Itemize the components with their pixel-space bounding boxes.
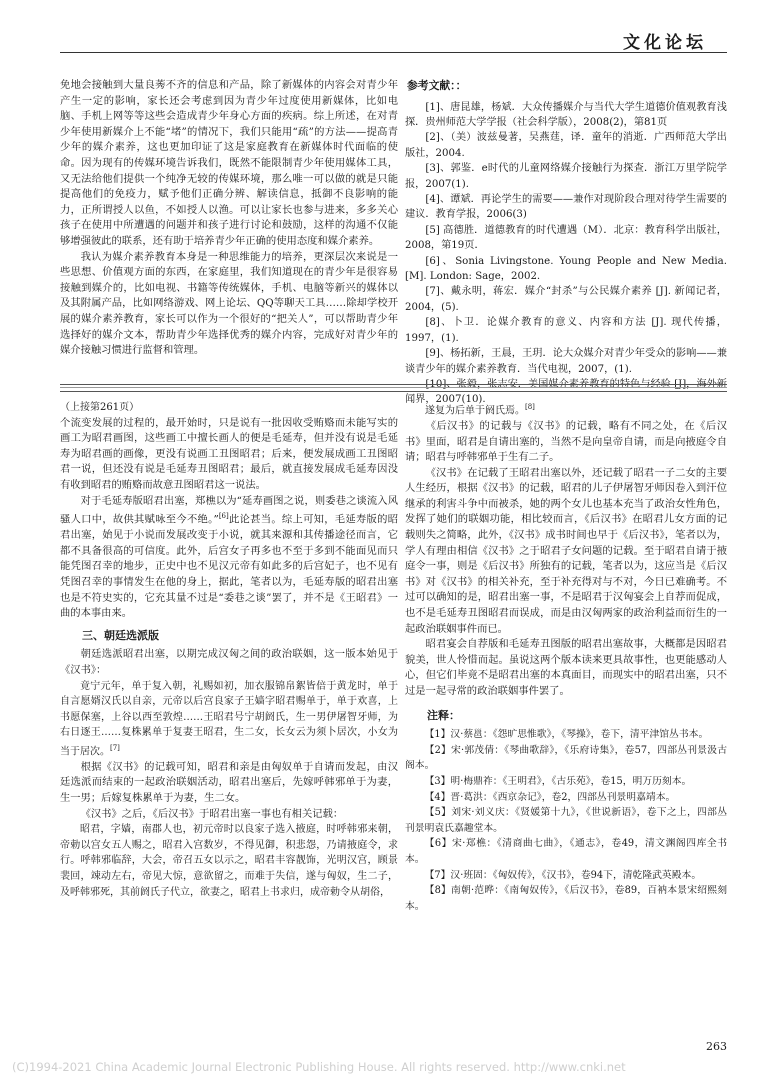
footnote-item: 【8】南朝·范晔：《南匈奴传》，《后汉书》，卷89，百衲本景宋绍熙刻本。 (405, 885, 727, 912)
reference-item: [3]、郭鉴．e时代的儿童网络媒介接触行为探查．浙江万里学院学报，2007(1). (405, 163, 727, 190)
reference-item: [6]、Sonia Livingstone. Young People and New Media.[M]. London: Sage，2002. (405, 255, 727, 283)
body-paragraph: 根据《汉书》的记载可知，昭君和亲是由匈奴单于自请而发起，由汉廷选派而结束的一起政治联姻活动，昭君出塞后，先嫁呼韩邪单于为妻，生一男；后嫁复株累单于为妻，生二女。 (60, 760, 398, 804)
top-left-column (60, 78, 398, 359)
body-paragraph: 《汉书》在记载了王昭君出塞以外，还记载了昭君一子二女的主要人生经历，根据《汉书》的记载，昭君的儿子伊屠智牙师因卷入到汗位继承的利害斗争中而被杀，她的两个女儿也基本充当了政治女性角色，发挥了她们的联姻功能，相比较而言，《后汉书》在昭君儿女方面的记载则失之简略，此外，《汉书》成书时间也早于《后汉书》，笔者以为，学人有理由相信《汉书》之于昭君子女问题的记载。至于昭君自请于掖庭令一事，则是《后汉书》所独有的记载，笔者以为，这应当是《后汉书》对《汉书》的相关补充，至于补充得对与不对，今日已难确考。不过可以确知的是，昭君出塞一事，不是昭君于汉匈宴会上自荐而促成，也不是毛延寿丑图昭君而误成，而是由汉匈两家的政治利益而衍生的一起政治联姻事件而已。 (405, 466, 727, 635)
reference-item: [7]、戴永明，蒋宏．媒介“封杀”与公民媒介素养 [J]. 新闻记者，2004，(5). (405, 286, 727, 313)
quote-text: 遂复为后单于阏氏焉。 (425, 405, 525, 417)
page-number: 263 (706, 1040, 727, 1053)
body-paragraph: 朝廷选派昭君出塞，以期完成汉匈之间的政治联姻，这一版本始见于《汉书》： (60, 648, 398, 676)
citation-mark: [8] (525, 403, 535, 411)
copyright-footer: (C)1994-2021 China Academic Journal Electronic Publishing House. All rights reserved. http://www.cnki.net (12, 1060, 626, 1074)
block-quote-end (405, 400, 727, 419)
body-paragraph: 我认为媒介素养教育本身是一种思维能力的培养，更深层次来说是一些思想、价值观方面的东西，在家庭里，我们知道现在的青少年是很容易接触到媒介的，比如电视、书籍等传统媒体，手机、电脑等新兴的媒体以及其附属产品，比如网络游戏、网上论坛、QQ等聊天工具……除却学校开展的媒介素养教育，家长可以作为一个很好的“把关人”，可以帮助青少年选择好的媒介文本，帮助青少年选择优秀的媒介内容，完成好对青少年的媒介接触习惯进行监督和管理。 (60, 250, 398, 357)
reference-item: [9]、杨拓新，王晨，王玥．论大众媒介对青少年受众的影响——兼谈青少年的媒介素养教育．当代电视，2007，(1). (405, 348, 727, 375)
body-paragraph: 免地会接触到大量良莠不齐的信息和产品，除了新媒体的内容会对青少年产生一定的影响，家长还会考虑到因为青少年过度使用新媒体，比如电脑、手机上网等等这些会造成青少年身心方面的疾病。综上所述，在对青少年使用新媒介上不能“堵”的情况下，我们只能用“疏”的方法——提高青少年的媒介素养，这也更加印证了这是家庭教育在新媒体时代面临的使命。因为现有的传媒环境告诉我们，既然不能限制青少年使用媒体工具，又无法给他们提供一个纯净无较的传媒环境，那么唯一可以做的就是只能提高他们的免疫力，赋予他们正确分辨、解读信息，抵御不良影响的能力，正所谓授人以鱼，不如授人以渔。可以让家长也参与进来，多多关心孩子在使用中所遭遇的问题并和孩子进行讨论和鼓励，这样的沟通不仅能够增强彼此的联系，还有助于培养青少年正确的使用态度和媒介素养。 (60, 79, 398, 247)
footnote-item: 【7】汉·班固：《匈奴传》，《汉书》，卷94下，清乾隆武英殿本。 (424, 869, 702, 881)
references-title: 参考文献：： (407, 79, 467, 92)
body-text: 对于毛延寿版昭君出塞，郑樵以为“延寿画图之说，则委巷之谈流入风骚人口中，故供其赋咏至今不绝。” (60, 494, 398, 526)
bottom-left-column (60, 400, 398, 900)
footnote-item: 【3】明·梅鼎祚：《王明君》，《古乐苑》，卷15，明万历刻本。 (424, 775, 692, 787)
references-column (405, 78, 727, 408)
bottom-right-column (405, 400, 727, 914)
journal-section-title: 文化论坛 (623, 33, 707, 53)
block-quote (60, 679, 398, 760)
header-rule (60, 52, 727, 53)
body-paragraph: 个流变发展的过程的，最开始时，只是说有一批因收受贿赂而未能写实的画工为昭君画图，这些画工中擅长画人的便是毛延寿，但并没有说是毛延寿为昭君画的画像，更没有说画工丑图昭君；后来，便发展成画工丑图昭君一说，但还没有说是毛延寿丑图昭君；最后，就直接发展成毛延寿因没有收到昭君的贿赂而故意丑图昭君这一说法。 (60, 416, 398, 491)
section-heading: 三、朝廷选派版 (82, 628, 159, 642)
continued-note: （上接第261页） (60, 402, 140, 413)
reference-item: [10]、张毅，张志安．美国媒介素养教育的特色与经验 [J]，海外新闻界，2007(10). (405, 378, 727, 406)
body-paragraph: 昭君宴会自荐版和毛延寿丑图版的昭君出塞故事，大概都是因昭君貌美，世人怜惜而起。虽说这两个版本读来更具故事性，也更能感动人心，但它们毕竟不是昭君出塞的本真面目，而现实中的昭君出塞，只不过是一起寻常的政治联姻事件罢了。 (405, 638, 727, 698)
block-quote: 昭君，字嫱，南郡人也，初元帝时以良家子选入掖庭，时呼韩邪来朝，帝勅以宫女五人赐之，昭君入宫数岁，不得见御，积悲怨，乃请掖庭令，求行。呼韩邪临辞，大会，帝召五女以示之，昭君丰容靓饰，光明汉宫，顾景裴回，竦动左右，帝见大惊，意欲留之，而难于失信，遂与匈奴，生二子，及呼韩邪死，其前阏氏子代立，欲妻之，昭君上书求归，成帝勅令从胡俗， (60, 824, 398, 898)
reference-item: [4]、谭斌．再论学生的需要——兼作对现阶段合理对待学生需要的建议．教育学报，2006(3) (405, 194, 727, 221)
citation-mark: [6] (218, 512, 229, 521)
reference-item: [5] 高德胜．道德教育的时代遭遇（M）．北京：教育科学出版社，2008，第19页． (405, 224, 727, 252)
reference-item: [1]、唐昆雄，杨斌．大众传播媒介与当代大学生道德价值观教育浅探．贵州师范大学学报（社会科学版），2008(2)，第81页 (405, 101, 727, 128)
footnote-item: 【6】宋·郑樵：《清商曲七曲》，《通志》，卷49，清文渊阁四库全书本。 (405, 838, 727, 865)
section-divider (60, 384, 727, 392)
footnote-item: 【1】汉·蔡邕：《怨旷思惟歌》，《琴操》，卷下，清平津馆丛书本。 (424, 729, 709, 741)
reference-item: [8]、卜卫．论媒介教育的意义、内容和方法 [J]. 现代传播，1997，(1). (405, 317, 727, 344)
body-paragraph: 《后汉书》的记载与《汉书》的记载，略有不同之处，在《后汉书》里面，昭君是自请出塞的，当然不是向皇帝自请，而是向掖庭令自请；昭君与呼韩邪单于生有二子。 (405, 419, 727, 464)
body-text: 此论甚当。综上可知，毛延寿版的昭君出塞，始见于小说而发展改变于小说，就其来源和其传播途径而言，它都不具备很高的可信度。此外，后宫女子再多也不至于多到不能面见而只能凭图召幸的地步，正史中也不见汉元帝有如此多的后宫妃子，也不见有凭图召幸的事情发生在他的身上，据此，笔者以为，毛延寿版的昭君出塞也是不符史实的，它充其量不过是“委巷之谈”罢了，并不是《王昭君》一曲的本事由来。 (60, 513, 398, 620)
quote-text: 竟宁元年，单于复入朝，礼赐如初，加衣服锦帛絮皆倍于黄龙时，单于自言愿婿汉氏以自亲，元帝以后宫良家子王嫱字昭君赐单于，单于欢喜，上书愿保塞，上谷以西至敦煌……王昭君号宁胡阏氏，生一男伊屠智牙师，为右日逐王……复株累单于复妻王昭君，生二女，长女云为须卜居次，小女为当于居次。 (60, 680, 398, 758)
footnote-item: 【4】晋·葛洪：《西京杂记》，卷2，四部丛刊景明嘉靖本。 (424, 791, 676, 803)
reference-item: [2]、（美）波兹曼著，吴燕莛，译．童年的消逝．广西师范大学出版社，2004. (405, 132, 727, 159)
body-paragraph (60, 494, 398, 622)
footnote-item: 【5】刘宋·刘义庆：《贤媛第十九》，《世说新语》，卷下之上，四部丛刊景明袁氏嘉趣堂本。 (405, 807, 727, 834)
body-paragraph: 《汉书》之后，《后汉书》于昭君出塞一事也有相关记载： (80, 807, 344, 820)
citation-mark: [7] (110, 743, 120, 752)
notes-title: 注释： (427, 708, 460, 722)
footnote-item: 【2】宋·郭茂倩：《琴曲歌辞》，《乐府诗集》，卷57，四部丛刊景汲古阁本。 (405, 744, 727, 772)
